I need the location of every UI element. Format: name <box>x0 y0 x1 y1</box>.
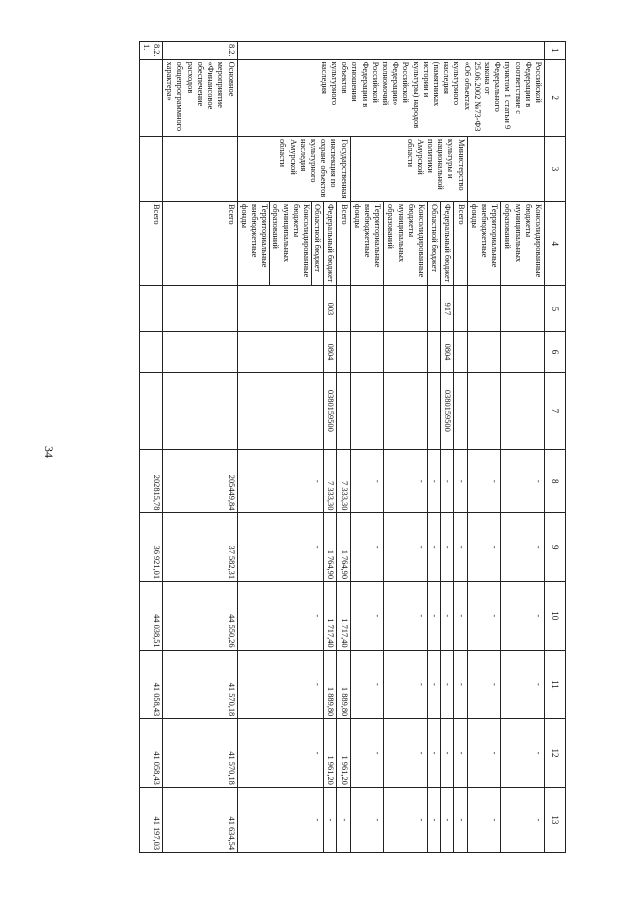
value-cell: 41 570,18 <box>163 650 237 719</box>
value-cell: - <box>384 787 428 852</box>
table-row <box>337 42 350 853</box>
rzpr-cell <box>467 332 501 372</box>
value-cell: - <box>454 719 467 788</box>
value-cell: - <box>441 513 454 582</box>
value-cell: 1 961,20 <box>337 719 350 788</box>
header-cell: 2 <box>545 59 566 136</box>
funding-source-cell: Консолидированные бюджеты муниципальных образований <box>501 202 545 286</box>
executor-cell <box>163 136 237 201</box>
funding-source-cell: Консолидированные бюджеты муниципальных образований <box>269 202 311 285</box>
rzpr-cell <box>139 332 162 372</box>
funding-source-stack <box>237 202 324 286</box>
value-cell: 1 764,90 <box>324 513 337 582</box>
table-row <box>501 42 545 853</box>
rzpr-cell: 0804 <box>441 332 454 372</box>
executor-cell <box>139 136 162 201</box>
value-cell: - <box>350 719 384 788</box>
table-row <box>454 42 467 853</box>
rzpr-cell <box>427 332 440 372</box>
grbs-cell <box>350 286 384 332</box>
value-cell: - <box>467 650 501 719</box>
value-cell: 41 634,54 <box>163 787 237 852</box>
rzpr-cell <box>454 332 467 372</box>
grbs-cell <box>454 286 467 332</box>
header-cell: 11 <box>545 650 566 719</box>
value-cell: - <box>454 650 467 719</box>
header-cell: 10 <box>545 582 566 651</box>
value-cell: 41 058,43 <box>139 650 162 719</box>
value-cell: - <box>384 719 428 788</box>
csr-cell: 0380159500 <box>324 372 337 449</box>
value-cell: - <box>501 450 545 513</box>
header-cell: 9 <box>545 513 566 582</box>
value-cell: - <box>237 719 324 788</box>
grbs-cell <box>139 286 162 332</box>
value-cell: 202815,78 <box>139 450 162 513</box>
value-cell: - <box>501 513 545 582</box>
value-cell: - <box>237 787 324 852</box>
csr-cell <box>454 372 467 449</box>
value-cell: - <box>441 719 454 788</box>
csr-cell <box>337 372 350 449</box>
value-cell: - <box>350 787 384 852</box>
value-cell: - <box>427 582 440 651</box>
grbs-cell: 917 <box>441 286 454 332</box>
value-cell: 37 582,31 <box>163 513 237 582</box>
header-cell: 4 <box>545 202 566 286</box>
value-cell: - <box>350 513 384 582</box>
value-cell: - <box>501 787 545 852</box>
value-cell: 1 764,90 <box>337 513 350 582</box>
funding-source-cell: Территориальные внебюджетные фонды <box>350 202 384 286</box>
csr-cell <box>163 372 237 449</box>
table-row <box>139 42 162 853</box>
value-cell: 1 717,40 <box>337 582 350 651</box>
csr-cell <box>384 372 428 449</box>
value-cell: - <box>237 513 324 582</box>
value-cell: - <box>324 787 337 852</box>
value-cell: 1 889,80 <box>337 650 350 719</box>
value-cell: - <box>337 787 350 852</box>
rzpr-cell <box>163 332 237 372</box>
value-cell: - <box>384 513 428 582</box>
csr-cell: 0380159500 <box>441 372 454 449</box>
value-cell: - <box>454 582 467 651</box>
header-cell: 7 <box>545 372 566 449</box>
grbs-cell: 003 <box>324 286 337 332</box>
value-cell: 1 717,40 <box>324 582 337 651</box>
funding-source-cell: Областной бюджет <box>311 202 322 285</box>
header-cell: 1 <box>545 42 566 60</box>
value-cell: - <box>427 650 440 719</box>
row-number-cell <box>237 42 544 60</box>
csr-cell <box>139 372 162 449</box>
value-cell: - <box>454 513 467 582</box>
funding-source-cell: Всего <box>139 202 162 286</box>
value-cell: 44 038,51 <box>139 582 162 651</box>
rzpr-cell: 0804 <box>324 332 337 372</box>
value-cell: 41 058,43 <box>139 719 162 788</box>
grbs-cell <box>501 286 545 332</box>
grbs-cell <box>467 286 501 332</box>
value-cell: 205449,84 <box>163 450 237 513</box>
value-cell: - <box>467 582 501 651</box>
value-cell: - <box>501 719 545 788</box>
value-cell: 44 550,26 <box>163 582 237 651</box>
value-cell: - <box>237 650 324 719</box>
csr-cell <box>501 372 545 449</box>
csr-cell <box>467 372 501 449</box>
grbs-cell <box>337 286 350 332</box>
value-cell: - <box>441 650 454 719</box>
value-cell: 41 197,03 <box>139 787 162 852</box>
grbs-cell <box>384 286 428 332</box>
value-cell: - <box>384 650 428 719</box>
executor-cell: Министерство культуры и национальной политики Амурской области <box>350 136 467 201</box>
value-cell: - <box>467 719 501 788</box>
value-cell: 7 333,30 <box>324 450 337 513</box>
value-cell: - <box>384 450 428 513</box>
value-cell: 36 921,01 <box>139 513 162 582</box>
header-cell: 12 <box>545 719 566 788</box>
grbs-cell <box>163 286 237 332</box>
funding-source-cell: Всего <box>337 202 350 286</box>
value-cell: - <box>384 582 428 651</box>
executor-cell: Государственная инспекция по охране объектов культурного наследия Амурской области <box>237 136 350 201</box>
value-cell: - <box>501 582 545 651</box>
budget-table <box>139 41 566 853</box>
value-cell: 1 961,20 <box>324 719 337 788</box>
value-cell: - <box>427 787 440 852</box>
header-cell: 5 <box>545 286 566 332</box>
executor-cell <box>467 136 544 201</box>
value-cell: - <box>350 582 384 651</box>
measure-name-cell: Основное мероприятие «Финансовое обеспечение расходов общепрограммного характера» <box>163 59 237 136</box>
value-cell: - <box>501 650 545 719</box>
measure-name-cell: Российской Федерации в соответствие с пунктом 1 статьи 9 Федерального закона от 25.06.2002 №73-ФЗ «Об объектах культурного наследия (памятниках истории и культуры) народов Российской Федерации» полномочий Российской Федерации в отношении объектов культурного наследия <box>237 59 544 136</box>
value-cell: - <box>427 719 440 788</box>
header-cell: 13 <box>545 787 566 852</box>
funding-source-cell: Областной бюджет <box>427 202 440 286</box>
csr-cell <box>427 372 440 449</box>
rzpr-cell <box>384 332 428 372</box>
row-number-cell: 8.2. <box>163 42 237 60</box>
value-cell: - <box>441 450 454 513</box>
value-cell: - <box>350 650 384 719</box>
value-cell: 41 570,18 <box>163 719 237 788</box>
value-cell: - <box>467 513 501 582</box>
value-cell: - <box>441 582 454 651</box>
value-cell: - <box>427 513 440 582</box>
csr-cell <box>237 372 324 449</box>
funding-source-cell: Территориальные внебюджетные фонды <box>467 202 501 286</box>
measure-name-cell <box>139 59 162 136</box>
table-row <box>163 42 237 853</box>
rotated-table-sheet <box>115 41 566 853</box>
value-cell: 7 333,30 <box>337 450 350 513</box>
value-cell: - <box>350 450 384 513</box>
value-cell: - <box>427 450 440 513</box>
funding-source-cell: Всего <box>454 202 467 286</box>
value-cell: - <box>237 450 324 513</box>
rzpr-cell <box>501 332 545 372</box>
value-cell: - <box>237 582 324 651</box>
header-cell: 6 <box>545 332 566 372</box>
grbs-cell <box>427 286 440 332</box>
csr-cell <box>350 372 384 449</box>
value-cell: - <box>441 787 454 852</box>
value-cell: - <box>467 450 501 513</box>
funding-source-cell: Федеральный бюджет <box>324 202 337 286</box>
page-number: 34 <box>42 446 56 458</box>
header-cell: 8 <box>545 450 566 513</box>
header-cell: 3 <box>545 136 566 201</box>
value-cell: - <box>467 787 501 852</box>
row-number-cell: 8.2.1. <box>139 42 162 60</box>
value-cell: - <box>454 450 467 513</box>
funding-source-cell: Всего <box>163 202 237 286</box>
header-row <box>545 42 566 853</box>
grbs-cell <box>237 286 324 332</box>
rzpr-cell <box>337 332 350 372</box>
funding-source-cell: Консолидированные бюджеты муниципальных образований <box>384 202 428 286</box>
value-cell: 1 889,80 <box>324 650 337 719</box>
rzpr-cell <box>350 332 384 372</box>
funding-source-cell: Федеральный бюджет <box>441 202 454 286</box>
value-cell: - <box>454 787 467 852</box>
rzpr-cell <box>237 332 324 372</box>
funding-source-cell: Территориальные внебюджетные фонды <box>239 204 270 268</box>
